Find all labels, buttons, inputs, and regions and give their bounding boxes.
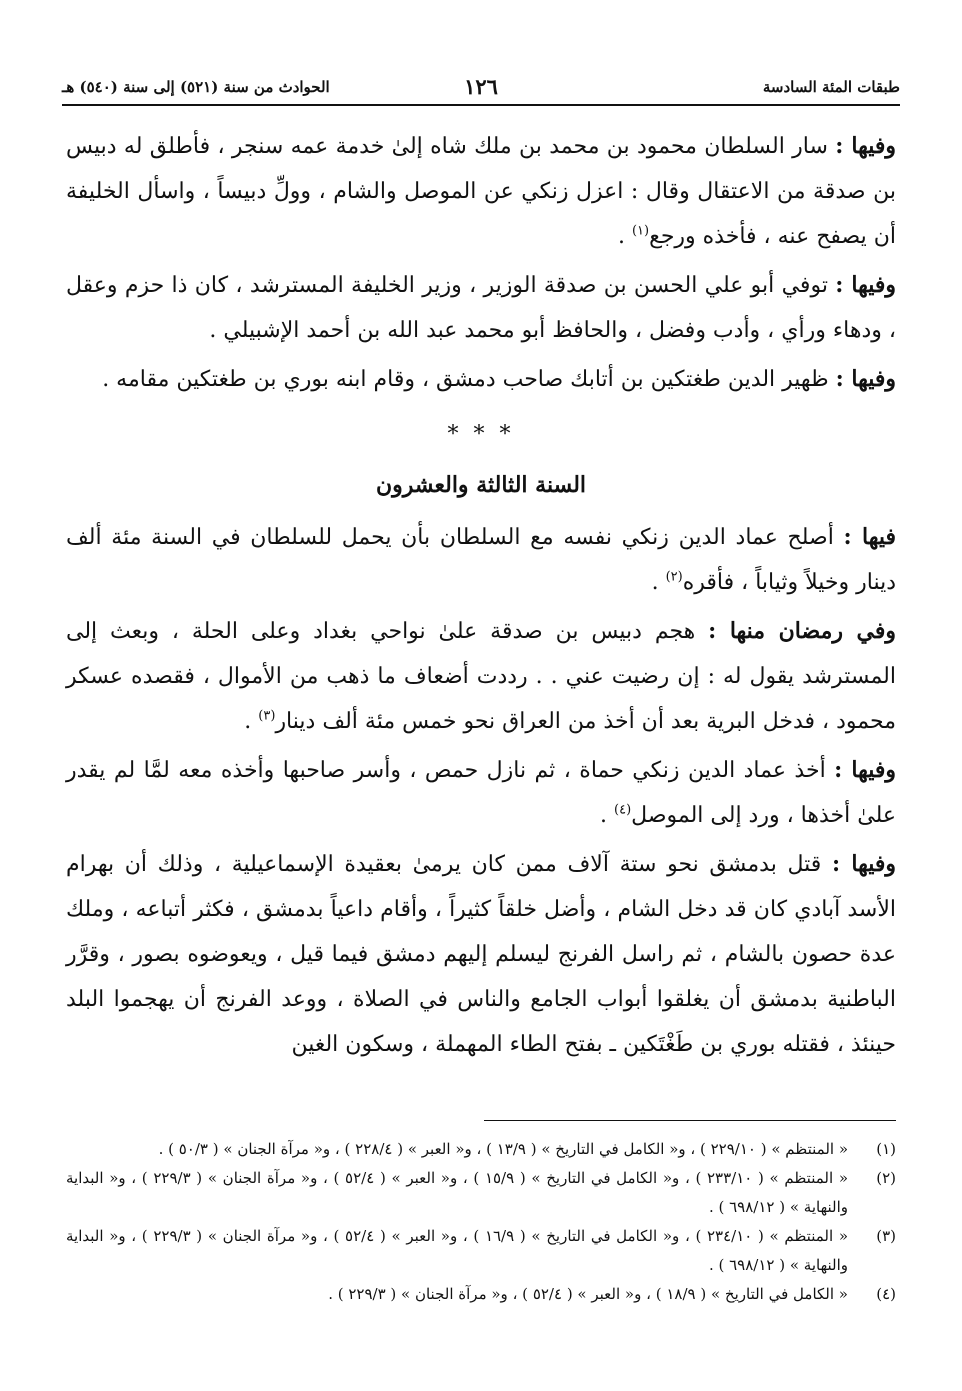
header-section-title: طبقات المئة السادسة — [762, 78, 900, 96]
paragraph-lead: وفيها : — [834, 757, 897, 783]
footnote-number: (٤) — [876, 1285, 896, 1303]
paragraph-text: ظهير الدين طغتكين بن أتابك صاحب دمشق ، وقام ابنه بوري بن طغتكين مقامه . — [102, 367, 829, 392]
footnote-text: « المنتظم » ( ٢٣٣/١٠ ) ، و« الكامل في التاريخ » ( ١٥/٩ ) ، و« العبر » ( ٥٢/٤ ) ، و« مرآة الجنان » ( ٢٢٩/٣ ) ، و« البداية والنهاية » ( ٦٩٨/١٢ ) . — [66, 1169, 849, 1216]
paragraph — [66, 748, 896, 838]
paragraph-lead: وفيها : — [835, 133, 896, 159]
paragraph — [66, 357, 896, 402]
paragraph — [66, 609, 896, 744]
paragraph-text: هجم دبيس بن صدقة علىٰ نواحي بغداد وعلى الحلة ، وبعث إلى المسترشد يقول له : إن رضيت عني . . رددت أضعاف ما ذهب من الأموال ، فقصده عسكر محمود ، فدخل البرية بعد أن أخذ من العراق نحو خمس مئة ألف دينار — [66, 619, 896, 734]
paragraph-end: . — [600, 803, 615, 828]
footnote-number: (١) — [876, 1140, 896, 1158]
footnote-text: « المنتظم » ( ٢٢٩/١٠ ) ، و« الكامل في التاريخ » ( ١٣/٩ ) ، و« العبر » ( ٢٢٨/٤ ) ، و« مرآة الجنان » ( ٥٠/٣ ) . — [158, 1140, 848, 1158]
paragraph-text: أخذ عماد الدين زنكي حماة ، ثم نازل حمص ، وأسر صاحبها وأخذه معه لمَّا لم يقدر علىٰ أخذها ، ورد إلى الموصل — [66, 758, 896, 828]
paragraph — [66, 124, 896, 259]
paragraph-text: قتل بدمشق نحو ستة آلاف ممن كان يرمىٰ بعقيدة الإسماعيلية ، وذلك أن بهرام الأسد آبادي كان قد دخل الشام ، وأضل خلقاً كثيراً ، وأقام داعياً بدمشق ، فكثر أتباعه ، وملك عدة حصون بالشام ، ثم راسل الفرنج ليسلم إليهم دمشق فيما قيل ، ويعوضوه بصور ، وقرَّر الباطنية بدمشق أن يغلقوا أبواب الجامع والناس في الصلاة ، ووعد الفرنج أن يهجموا البلد حينئذ ، فقتله بوري بن طَغْتَكين ـ بفتح الطاء المهملة ، وسكون الغين — [66, 852, 896, 1057]
paragraph — [66, 515, 896, 605]
footnote-ref[interactable]: (٣) — [258, 708, 276, 724]
footnote — [66, 1164, 896, 1222]
paragraph-text: توفي أبو علي الحسن بن صدقة الوزير ، وزير الخليفة المسترشد ، كان ذا حزم وعقل ، ودهاء ورأي ، وأدب وفضل ، والحافظ أبو محمد عبد الله بن أحمد الإشبيلي . — [66, 273, 896, 343]
page-number: ١٢٦ — [464, 74, 498, 99]
year-heading: السنة الثالثة والعشرون — [375, 472, 587, 498]
paragraph-end: . — [651, 570, 666, 595]
footnote-ref[interactable]: (٢) — [665, 569, 683, 585]
footnote — [66, 1280, 896, 1309]
paragraph-end: . — [617, 224, 632, 249]
paragraph — [66, 842, 896, 1067]
paragraph — [66, 263, 896, 353]
footnote — [66, 1135, 896, 1164]
footnote — [66, 1222, 896, 1280]
footnotes — [66, 1135, 896, 1309]
footnote-text: « الكامل في التاريخ » ( ١٨/٩ ) ، و« العبر » ( ٥٢/٤ ) ، و« مرآة الجنان » ( ٢٢٩/٣ ) . — [328, 1285, 848, 1303]
footnote-number: (٢) — [876, 1169, 896, 1187]
footnote-ref[interactable]: (١) — [631, 223, 650, 239]
paragraph-lead: وفيها : — [835, 366, 896, 392]
paragraph-lead: وفيها : — [835, 272, 897, 298]
section-separator: * * * — [447, 422, 515, 447]
paragraph-text: سار السلطان محمود بن محمد بن ملك شاه إلىٰ خدمة عمه سنجر ، فأطلق له دبيس بن صدقة من الاعتقال وقال : اعزل زنكي عن الموصل والشام ، وولِّ دبيساً ، واسأل الخليفة أن يصفح عنه ، فأخذه ورجع — [66, 134, 896, 249]
header-chapter-title: الحوادث من سنة (٥٢١) إلى سنة (٥٤٠) هـ — [62, 78, 330, 96]
paragraph-lead: وفيها : — [831, 851, 897, 877]
running-header — [62, 74, 900, 104]
paragraph-lead: وفي رمضان منها : — [708, 618, 896, 644]
footnote-number: (٣) — [876, 1227, 896, 1245]
header-divider — [62, 104, 900, 106]
paragraph-lead: فيها : — [843, 524, 896, 550]
main-text — [66, 124, 896, 1071]
footnote-text: « المنتظم » ( ٢٣٤/١٠ ) ، و« الكامل في التاريخ » ( ١٦/٩ ) ، و« العبر » ( ٥٢/٤ ) ، و« مرآة الجنان » ( ٢٢٩/٣ ) ، و« البداية والنهاية » ( ٦٩٨/١٢ ) . — [66, 1227, 849, 1274]
paragraph-end: . — [244, 709, 259, 734]
footnote-ref[interactable]: (٤) — [614, 802, 632, 818]
paragraph-text: أصلح عماد الدين زنكي نفسه مع السلطان بأن يحمل للسلطان في السنة مئة ألف دينار وخيلاً وثياباً ، فأقره — [66, 525, 896, 595]
footnote-divider — [484, 1120, 896, 1121]
